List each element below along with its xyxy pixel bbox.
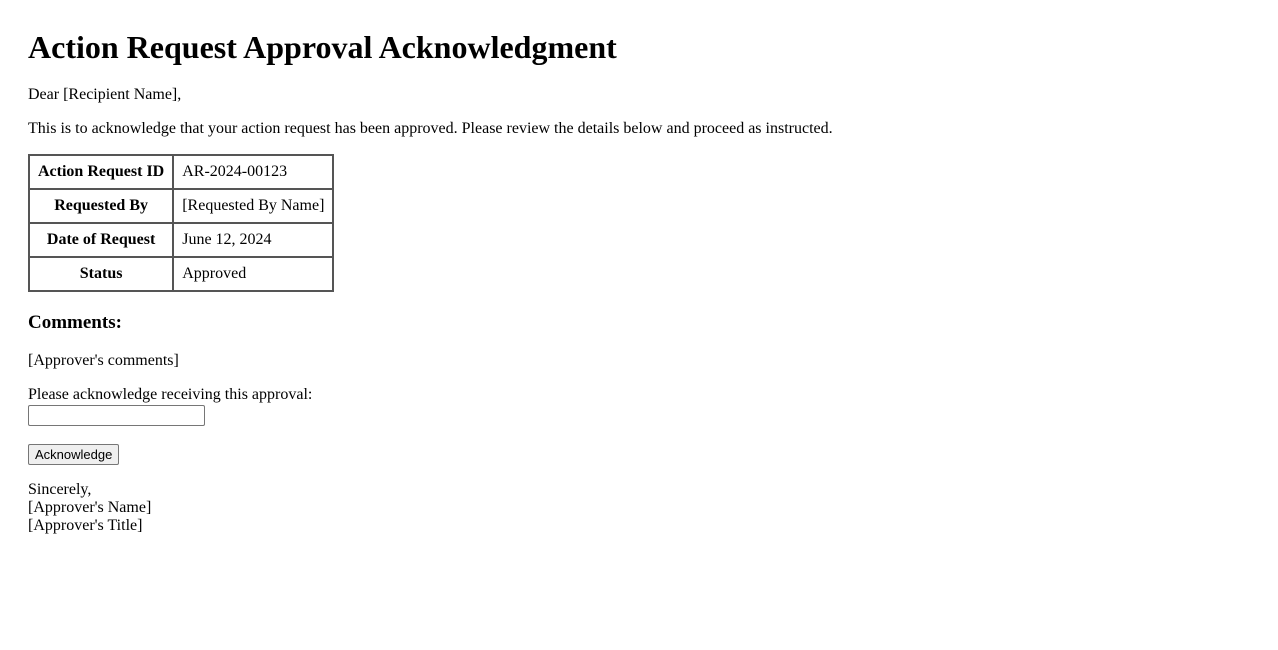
intro-text: This is to acknowledge that your action request has been approved. Please review the details below and proceed as instructed. <box>28 120 833 137</box>
table-row <box>29 223 333 257</box>
acknowledge-label: Please acknowledge receiving this approval: <box>28 386 313 403</box>
row-value-action-request-id: AR-2024-00123 <box>173 155 333 189</box>
comments-text: [Approver's comments] <box>28 352 179 369</box>
table-row <box>29 257 333 291</box>
details-table <box>28 154 334 292</box>
greeting-text: Dear [Recipient Name], <box>28 86 182 103</box>
approver-title: [Approver's Title] <box>28 517 143 534</box>
page-title: Action Request Approval Acknowledgment <box>28 29 617 65</box>
comments-heading: Comments: <box>28 312 122 333</box>
row-value-requested-by: [Requested By Name] <box>173 189 333 223</box>
row-value-status: Approved <box>173 257 333 291</box>
table-row <box>29 189 333 223</box>
row-label-requested-by: Requested By <box>29 189 173 223</box>
acknowledge-button[interactable]: Acknowledge <box>28 444 119 465</box>
row-label-action-request-id: Action Request ID <box>29 155 173 189</box>
row-label-date-of-request: Date of Request <box>29 223 173 257</box>
row-label-status: Status <box>29 257 173 291</box>
approver-name: [Approver's Name] <box>28 499 152 516</box>
row-value-date-of-request: June 12, 2024 <box>173 223 333 257</box>
signoff-block <box>28 481 1278 535</box>
acknowledge-input[interactable] <box>28 405 205 426</box>
table-row <box>29 155 333 189</box>
signoff-closing: Sincerely, <box>28 481 92 498</box>
